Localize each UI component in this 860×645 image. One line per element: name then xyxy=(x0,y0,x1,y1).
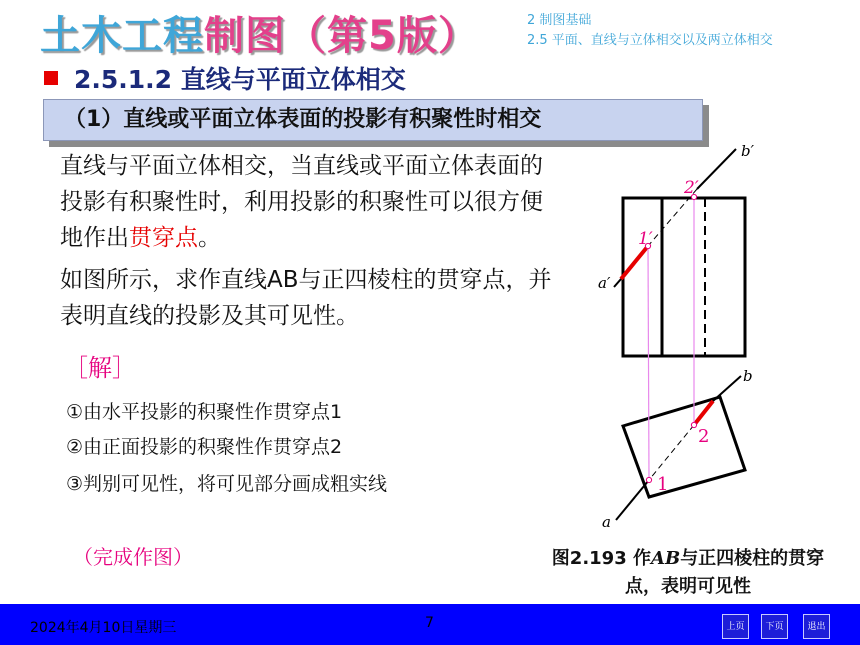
book-title xyxy=(40,4,479,61)
exit-button[interactable]: 退出 xyxy=(803,614,830,639)
prev-page-button[interactable]: 上页 xyxy=(722,614,749,639)
line-ab-top-upper xyxy=(713,376,741,401)
highlight-term: 贯穿点 xyxy=(129,225,198,251)
case-banner: （1）直线或平面立体表面的投影有积聚性时相交 xyxy=(43,99,703,141)
next-page-button[interactable]: 下页 xyxy=(761,614,788,639)
line-ab-front-visible xyxy=(621,246,648,279)
footer-date: 2024年4月10日星期三 xyxy=(30,620,177,636)
point-2 xyxy=(691,422,696,427)
solution-step-3: ③判别可见性，将可见部分画成粗实线 xyxy=(66,473,388,495)
label-1-prime: 1′ xyxy=(638,229,653,249)
solution-label: ［解］ xyxy=(64,354,136,382)
caption-italic: AB xyxy=(651,548,681,569)
page-number: 7 xyxy=(425,615,434,631)
point-1 xyxy=(646,477,651,482)
problem-paragraph: 如图所示，求作直线AB与正四棱柱的贯穿点，并表明直线的投影及其可见性。 xyxy=(60,267,552,329)
line-ab-front-upper xyxy=(697,149,736,189)
intro-text: 直线与平面立体相交，当直线或平面立体表面的投影有积聚性时，利用投影的积聚性可以很方便地作出 xyxy=(60,153,543,251)
solution-step-1: ①由水平投影的积聚性作贯穿点1 xyxy=(66,401,343,423)
front-prism-outline xyxy=(623,198,745,356)
line-ab-top-lower xyxy=(616,480,649,520)
label-2-prime: 2′ xyxy=(684,178,699,198)
line-ab-front-lower xyxy=(614,279,621,287)
complete-drawing-link[interactable]: （完成作图） xyxy=(73,545,193,569)
projector-1 xyxy=(648,246,649,480)
top-prism-outline xyxy=(623,397,745,497)
front-view xyxy=(614,149,745,356)
line-ab-top-hidden xyxy=(649,425,694,480)
label-a-prime: a′ xyxy=(598,274,611,292)
label-b: b xyxy=(743,367,753,385)
label-a: a xyxy=(602,513,611,531)
intro-paragraph xyxy=(60,148,555,256)
label-2: 2 xyxy=(698,426,710,447)
book-title-part2: 制图（第5版） xyxy=(204,13,479,59)
section-heading-text: 2.5.1.2 直线与平面立体相交 xyxy=(74,65,406,94)
intro-text-end: 。 xyxy=(198,225,221,251)
section-heading xyxy=(44,60,406,96)
book-title-part1: 土木工程 xyxy=(40,13,204,59)
label-b-prime: b′ xyxy=(741,142,755,160)
caption-suffix: 与正四棱柱的贯穿点，表明可见性 xyxy=(625,548,825,597)
label-1: 1 xyxy=(657,474,669,495)
solution-step-2: ②由正面投影的积聚性作贯穿点2 xyxy=(66,436,343,458)
top-view xyxy=(616,376,745,520)
piercing-points xyxy=(645,194,696,482)
square-bullet-icon xyxy=(44,71,58,85)
projection-diagram xyxy=(590,140,860,540)
chapter-label: 2 制图基础 xyxy=(527,13,592,28)
chapter-info xyxy=(527,11,773,51)
figure-caption xyxy=(538,545,838,601)
section-label: 2.5 平面、直线与立体相交以及两立体相交 xyxy=(527,33,773,48)
caption-prefix: 图2.193 作 xyxy=(551,548,651,569)
